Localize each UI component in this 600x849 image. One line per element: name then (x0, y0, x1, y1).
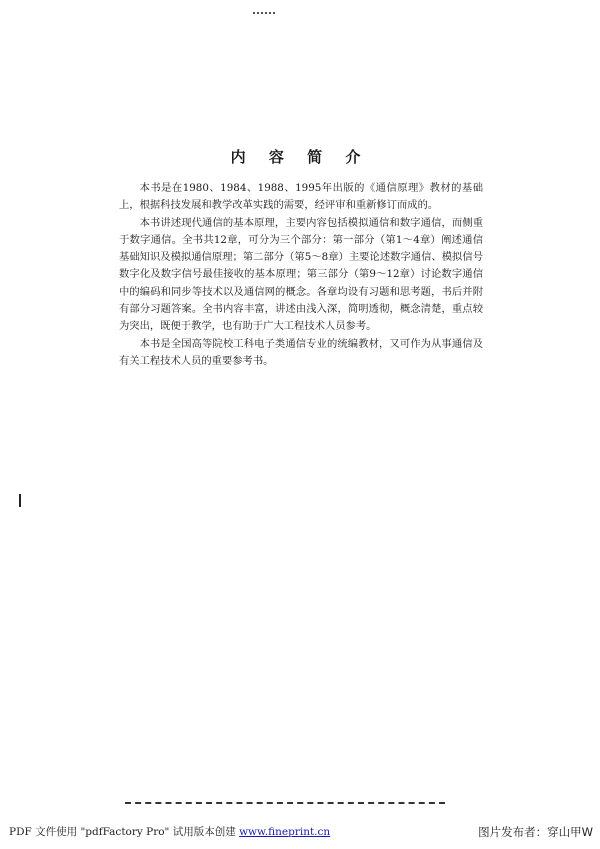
publisher-credit: 图片发布者：穿山甲W (478, 825, 593, 839)
footer (0, 823, 600, 841)
summary-text (119, 180, 483, 370)
paragraph-2: 本书讲述现代通信的基本原理，主要内容包括模拟通信和数字通信，而侧重于数字通信。全书共12章，可分为三个部分：第一部分（第1～4章）阐述通信基础知识及模拟通信原理；第二部分（第5～8章）主要论述数字通信、模拟信号数字化及数字信号最佳接收的基本原理；第三部分（第9～12章）讨论数字通信中的编码和同步等技术以及通信网的概念。各章均设有习题和思考题，书后并附有部分习题答案。全书内容丰富，讲述由浅入深，简明透彻，概念清楚，重点较为突出，既便于教学，也有助于广大工程技术人员参考。 (119, 216, 483, 333)
page-title: 内 容 简 介 (230, 148, 370, 166)
scan-mark-margin (19, 494, 21, 507)
pdf-notice-text: PDF 文件使用 "pdfFactory Pro" 试用版本创建 (9, 826, 240, 838)
pdf-notice (9, 823, 330, 841)
scan-mark-top (253, 12, 275, 16)
fineprint-link[interactable]: www.fineprint.cn (239, 826, 331, 838)
bottom-divider (125, 802, 445, 804)
paragraph-1: 本书是在1980、1984、1988、1995年出版的《通信原理》教材的基础上，根据科技发展和教学改革实践的需要，经评审和重新修订而成的。 (119, 182, 483, 212)
paragraph-3: 本书是全国高等院校工科电子类通信专业的统编教材，又可作为从事通信及有关工程技术人员的重要参考书。 (119, 337, 483, 367)
